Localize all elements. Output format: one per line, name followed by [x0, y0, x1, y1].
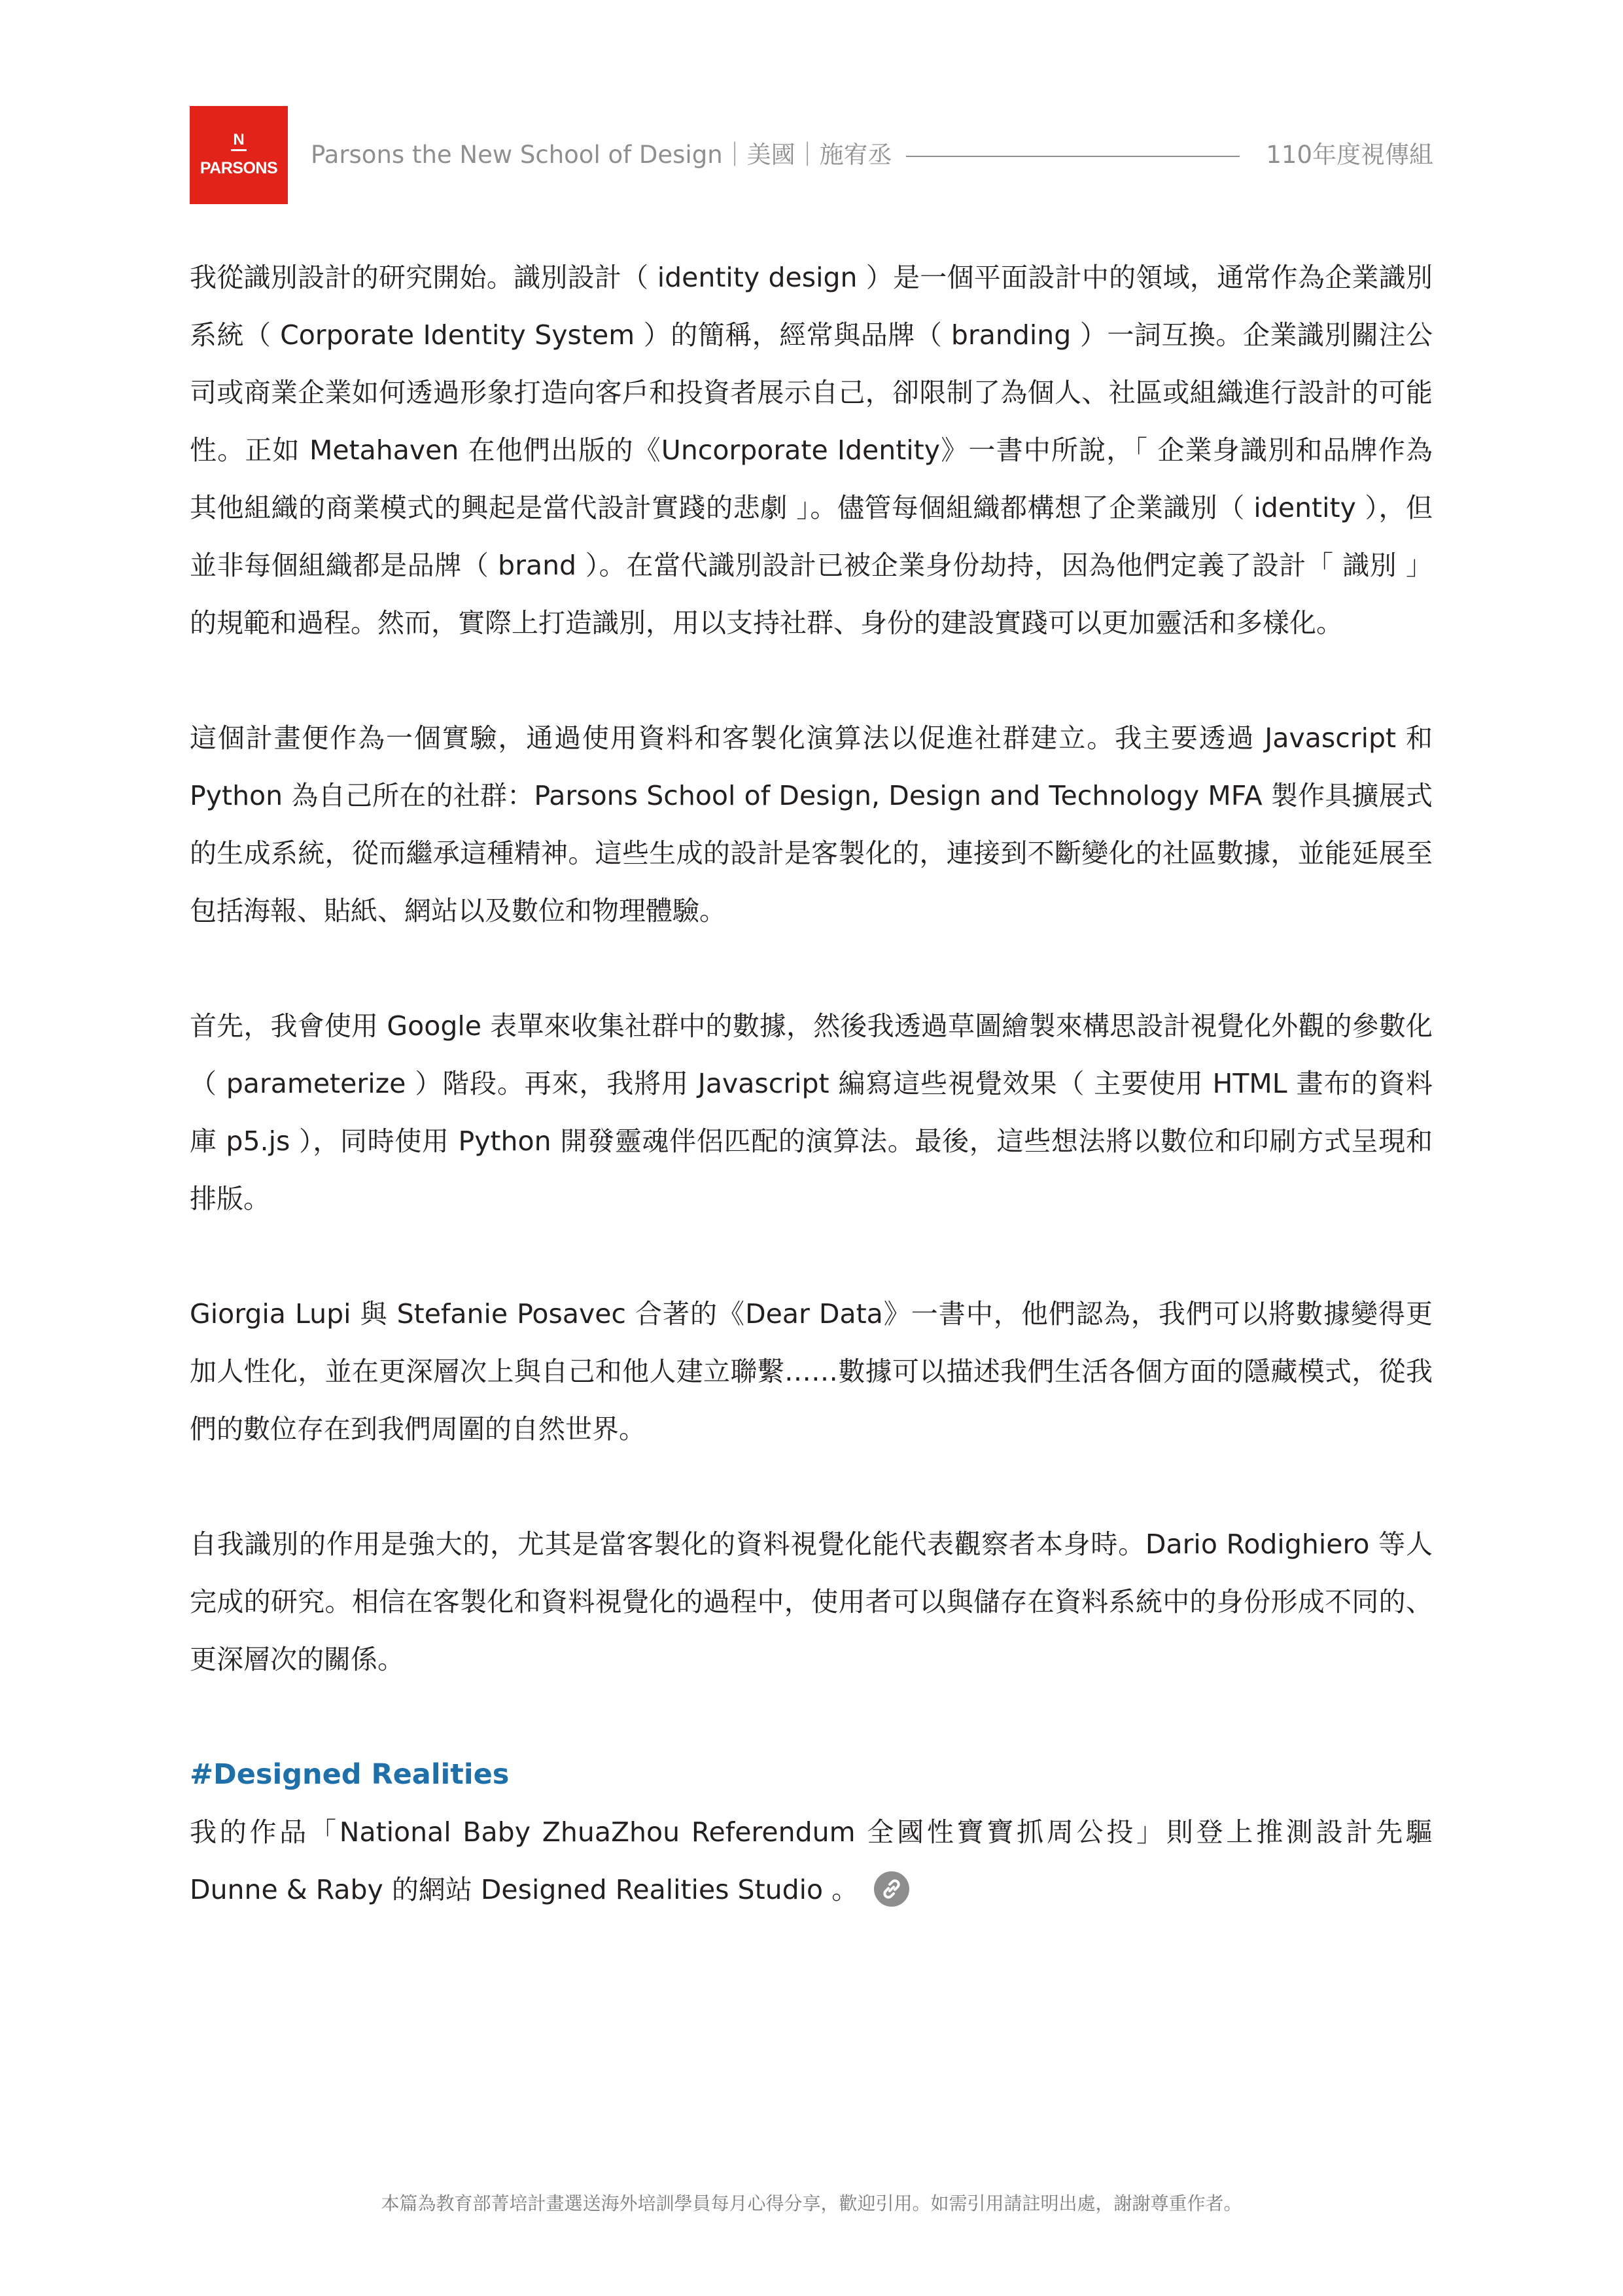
logo-mark: N: [231, 132, 246, 151]
section-paragraph: [190, 1803, 1433, 1918]
footer-note: 本篇為教育部菁培計畫選送海外培訓學員每月心得分享，歡迎引用。如需引用請註明出處，謝謝尊重作者。: [381, 2193, 1242, 2214]
section-heading: #Designed Realities: [190, 1758, 510, 1791]
article-body: [190, 249, 1433, 1918]
logo-text: PARSONS: [200, 159, 278, 177]
section-text: 我的作品「National Baby ZhuaZhou Referendum 全國性寶寶抓周公投」則登上推測設計先驅 Dunne & Raby 的網站 Designed Realities Studio 。: [190, 1816, 1433, 1905]
paragraph-1: 我從識別設計的研究開始。識別設計（ identity design ）是一個平面設計中的領域，通常作為企業識別系統（ Corporate Identity System ）的簡稱，經常與品牌（ branding ）一詞互換。企業識別關注公司或商業企業如何透過形象打造向客戶和投資者展示自己，卻限制了為個人、社區或組織進行設計的可能性。正如 Metahaven 在他們出版的《Uncorporate Identity》一書中所說，「 企業身識別和品牌作為其他組織的商業模式的興起是當代設計實踐的悲劇 」。儘管每個組織都構想了企業識別（ identity ），但並非每個組織都是品牌（ brand ）。在當代識別設計已被企業身份劫持，因為他們定義了設計「 識別 」的規範和過程。然而，實際上打造識別，用以支持社群、身份的建設實踐可以更加靈活和多樣化。: [190, 262, 1433, 639]
link-icon[interactable]: [874, 1871, 909, 1907]
header-category: 110年度視傳組: [1266, 141, 1433, 169]
paragraph-3: 首先，我會使用 Google 表單來收集社群中的數據，然後我透過草圖繪製來構思設計視覺化外觀的參數化（ parameterize ）階段。再來，我將用 Javascript 編寫這些視覺效果（ 主要使用 HTML 畫布的資料庫 p5.js ），同時使用 Python 開發靈魂伴侶匹配的演算法。最後，這些想法將以數位和印刷方式呈現和排版。: [190, 1010, 1433, 1214]
header-title: Parsons the New School of Design｜美國｜施宥丞: [311, 141, 892, 169]
parsons-logo: [190, 106, 288, 204]
paragraph-4: Giorgia Lupi 與 Stefanie Posavec 合著的《Dear Data》一書中，他們認為，我們可以將數據變得更加人性化，並在更深層次上與自己和他人建立聯繫……數據可以描述我們生活各個方面的隱藏模式，從我們的數位存在到我們周圍的自然世界。: [190, 1298, 1433, 1445]
header-divider: [906, 156, 1240, 157]
paragraph-2: 這個計畫便作為一個實驗，通過使用資料和客製化演算法以促進社群建立。我主要透過 Javascript 和 Python 為自己所在的社群：Parsons School of Design, Design and Technology MFA 製作具擴展式的生成系統，從而繼承這種精神。這些生成的設計是客製化的，連接到不斷變化的社區數據，並能延展至包括海報、貼紙、網站以及數位和物理體驗。: [190, 722, 1433, 927]
paragraph-5: 自我識別的作用是強大的，尤其是當客製化的資料視覺化能代表觀察者本身時。Dario Rodighiero 等人完成的研究。相信在客製化和資料視覺化的過程中，使用者可以與儲存在資料系統中的身份形成不同的、更深層次的關係。: [190, 1528, 1433, 1675]
